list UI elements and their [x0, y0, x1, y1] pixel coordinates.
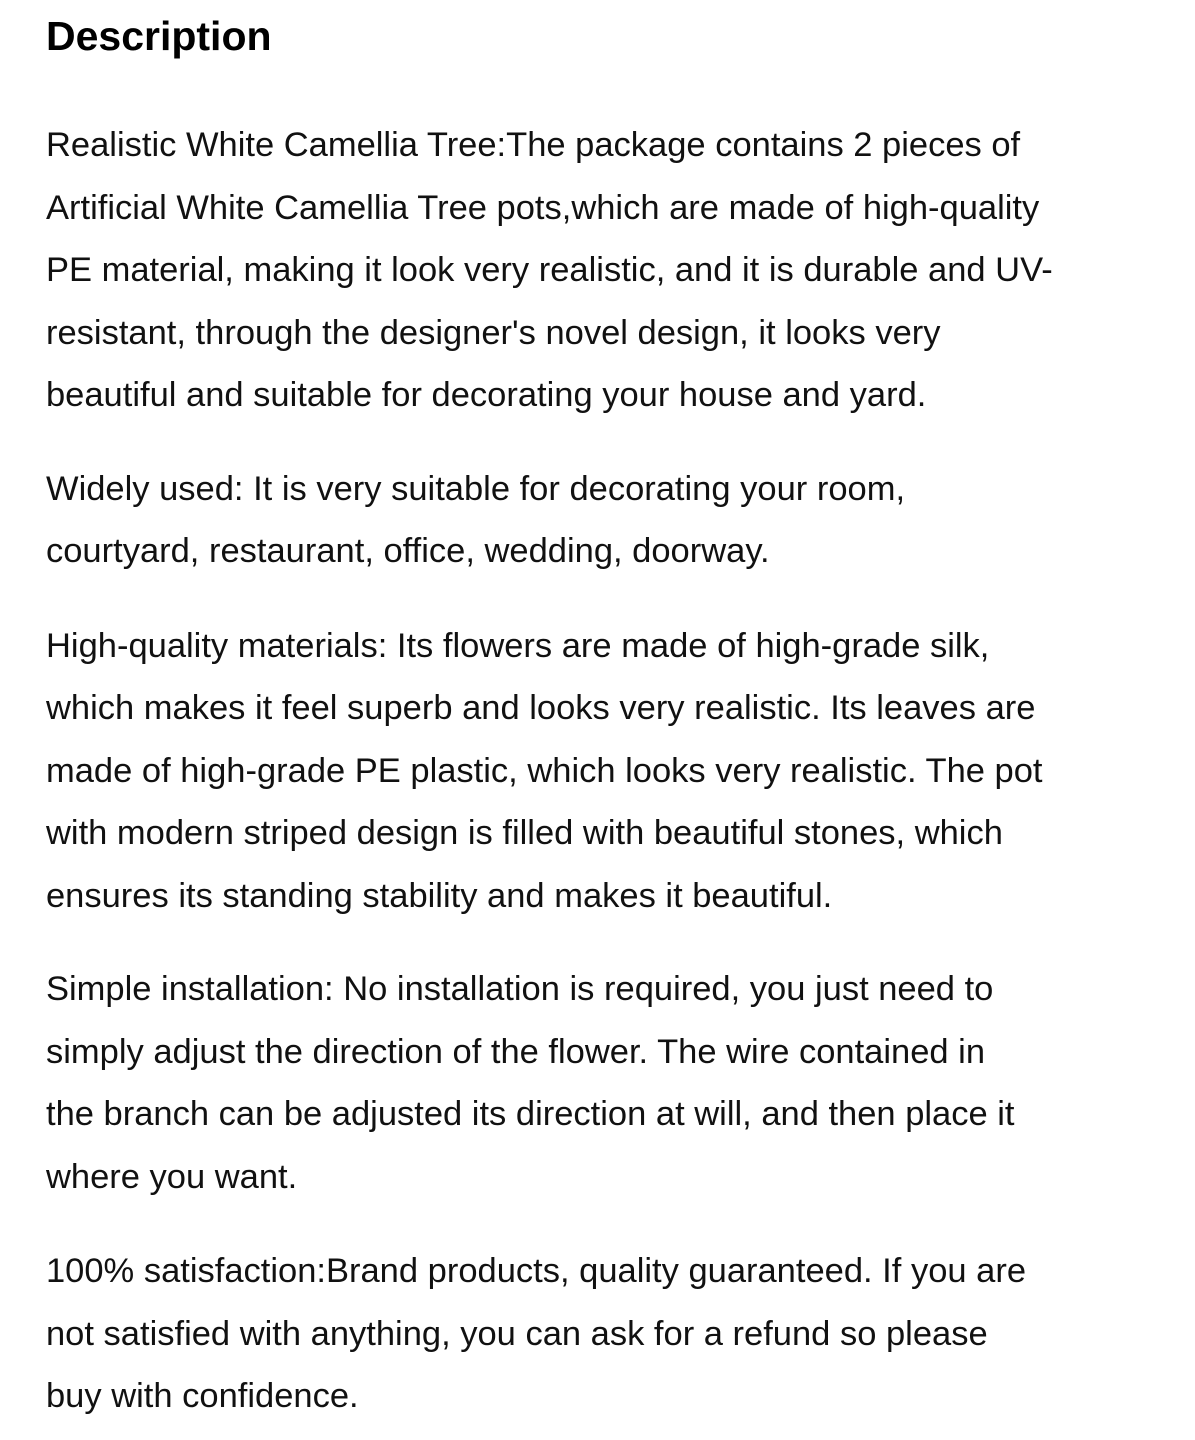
paragraph-high-quality-materials: High-quality materials: Its flowers are made of high-grade silk, which makes it feel superb and looks very realistic. Its leaves are made of high-grade PE plastic, which looks very realistic. The pot with modern striped design is filled with beautiful stones, which ensures its standing stability and makes it beautiful. — [46, 626, 1043, 915]
description-title: Description — [46, 13, 272, 59]
paragraph-widely-used: Widely used: It is very suitable for decorating your room, courtyard, restaurant, office, wedding, doorway. — [46, 469, 906, 570]
paragraph-realistic-tree: Realistic White Camellia Tree:The package contains 2 pieces of Artificial White Camellia Tree pots,which are made of high-quality PE material, making it look very realistic, and it is durable and UV- resistant, through the designer's novel design, it looks very beautiful and suitable for decorating your house and yard. — [46, 126, 1053, 414]
paragraph-simple-installation: Simple installation: No installation is required, you just need to simply adjust the direction of the flower. The wire contained in the branch can be adjusted its direction at will, and then place it where you want. — [46, 970, 1015, 1196]
paragraph-satisfaction: 100% satisfaction:Brand products, quality guaranteed. If you are not satisfied with anything, you can ask for a refund so please buy with confidence. — [46, 1252, 1027, 1415]
